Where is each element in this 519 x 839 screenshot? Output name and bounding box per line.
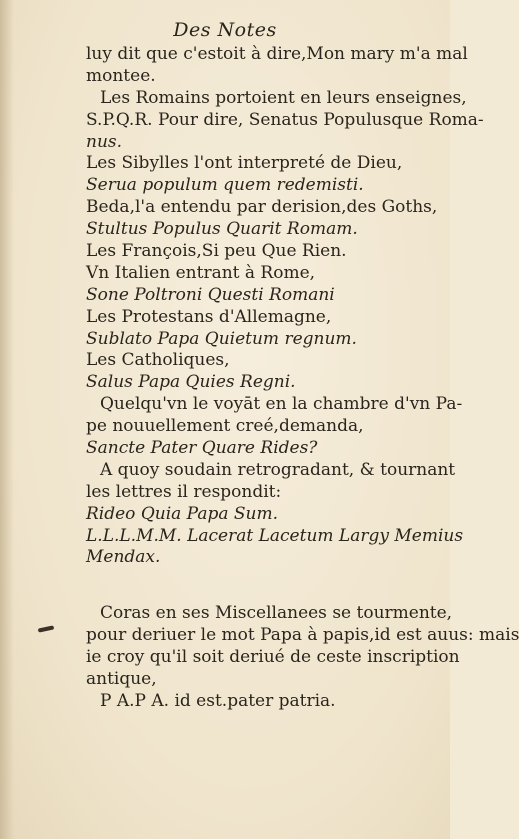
text-line: Serua populum quem redemisti. xyxy=(86,175,364,196)
text-line: Sancte Pater Quare Rides? xyxy=(86,438,318,459)
text-line: L.L.L.M.M. Lacerat Lacetum Largy Memius xyxy=(86,525,464,546)
text-line: ie croy qu'il soit deriué de ceste inscription xyxy=(86,647,460,668)
text-line: Sone Poltroni Questi Romani xyxy=(86,284,335,305)
text-line: Coras en ses Miscellanees se tourmente, xyxy=(100,603,453,624)
page-gutter xyxy=(0,0,14,839)
text-line: Les Protestans d'Allemagne, xyxy=(86,306,332,327)
text-line: pe nouuellement creé,demanda, xyxy=(86,416,364,437)
text-line: Les Sibylles l'ont interpreté de Dieu, xyxy=(86,153,403,174)
text-line: Beda,l'a entendu par derision,des Goths, xyxy=(86,197,438,218)
text-line: luy dit que c'estoit à dire,Mon mary m'a mal xyxy=(86,44,468,64)
text-line: Rideo Quia Papa Sum. xyxy=(86,503,279,524)
text-line: Stultus Populus Quarit Romam. xyxy=(86,219,358,240)
text-line: Sublato Papa Quietum regnum. xyxy=(86,328,357,349)
ink-smudge xyxy=(38,625,54,632)
text-line: nus. xyxy=(86,131,123,152)
text-line: les lettres il respondit: xyxy=(86,481,282,502)
text-line: S.P.Q.R. Pour dire, Senatus Populusque Roma- xyxy=(86,109,484,130)
text-line: antique, xyxy=(86,669,157,690)
text-line: pour deriuer le mot Papa à papis,id est auus: mais xyxy=(86,625,519,646)
text-line: Les Romains portoient en leurs enseignes, xyxy=(100,87,467,108)
text-line: Mendax. xyxy=(86,547,161,568)
text-line: Quelqu'vn le voyāt en la chambre d'vn Pa- xyxy=(100,394,463,415)
text-line: P A.P A. id est.pater patria. xyxy=(100,690,336,711)
running-head: Des Notes xyxy=(173,19,277,41)
text-line: Les François,Si peu Que Rien. xyxy=(86,241,347,262)
text-block xyxy=(86,44,519,713)
text-line: A quoy soudain retrogradant, & tournant xyxy=(100,459,456,480)
paragraph-gap xyxy=(86,569,436,603)
text-line: Salus Papa Quies Regni. xyxy=(86,372,296,393)
text-line: Vn Italien entrant à Rome, xyxy=(86,262,316,283)
text-line: Les Catholiques, xyxy=(86,350,230,371)
text-line: montee. xyxy=(86,65,156,86)
